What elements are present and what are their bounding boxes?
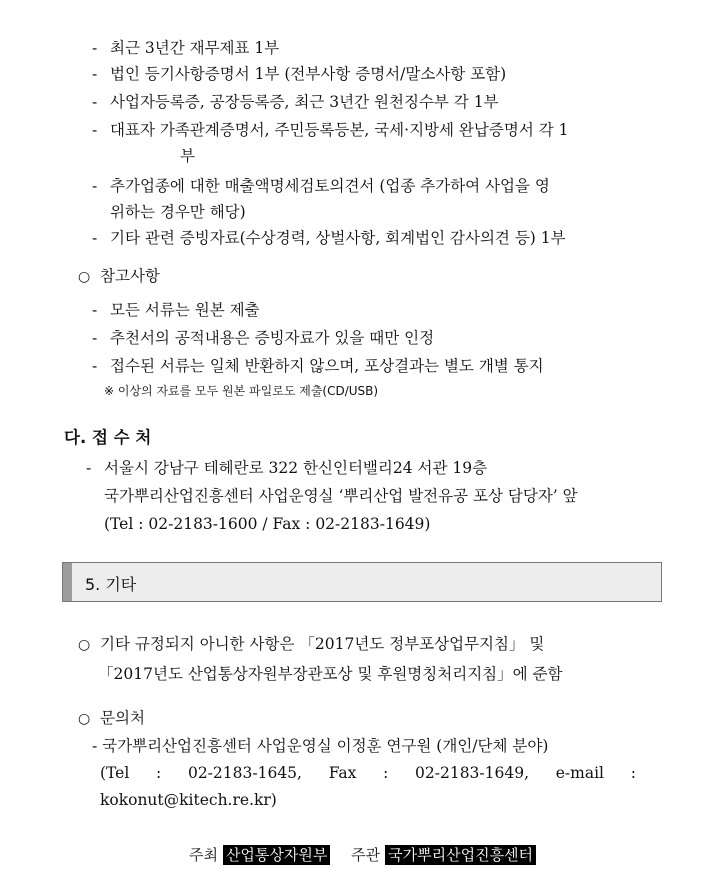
requirement-item bbox=[92, 92, 499, 112]
reference-item: - 모든 서류는 원본 제출 bbox=[92, 301, 260, 319]
requirement-continuation: 부 bbox=[180, 147, 195, 165]
dash-bullet: - bbox=[86, 459, 92, 477]
host-name: 산업통상자원부 bbox=[223, 845, 330, 865]
dash-bullet: - bbox=[92, 177, 98, 195]
requirement-item bbox=[92, 64, 506, 84]
reference-note: ※ 이상의 자료를 모두 원본 파일로도 제출(CD/USB) bbox=[104, 384, 379, 398]
reference-item: - 추천서의 공적내용은 증빙자료가 있을 때만 인정 bbox=[92, 329, 435, 347]
circle-bullet: ○ bbox=[78, 269, 91, 285]
inquiry-title: ○ 문의처 bbox=[78, 709, 145, 727]
dash-bullet: - bbox=[92, 65, 98, 83]
dash-bullet: - bbox=[92, 229, 98, 247]
inquiry-fax: 02-2183-1649, bbox=[415, 764, 530, 782]
reference-item: - 접수된 서류는 일체 반환하지 않으며, 포상결과는 별도 개별 통지 bbox=[92, 357, 544, 375]
requirement-text: 최근 3년간 재무제표 1부 bbox=[110, 39, 280, 57]
section-accent bbox=[63, 563, 72, 601]
circle-bullet: ○ bbox=[78, 711, 91, 727]
dash-bullet: - bbox=[92, 329, 98, 347]
circle-bullet: ○ bbox=[78, 637, 91, 653]
section-header bbox=[62, 562, 662, 602]
requirement-item bbox=[92, 38, 279, 58]
inquiry-contact-row: (Tel : 02-2183-1645, Fax : 02-2183-1649, e-mail : bbox=[100, 764, 636, 782]
dash-bullet: - bbox=[92, 39, 98, 57]
inquiry-email: kokonut@kitech.re.kr) bbox=[100, 791, 277, 809]
requirement-item bbox=[92, 120, 568, 140]
inquiry-tel: 02-2183-1645, bbox=[187, 764, 302, 782]
misc-line-continuation: 「2017년도 산업통상자원부장관포상 및 후원명칭처리지침」에 준함 bbox=[98, 665, 563, 683]
requirement-continuation: 위하는 경우만 해당) bbox=[110, 203, 246, 221]
dash-bullet: - bbox=[92, 121, 98, 139]
requirement-text: 대표자 가족관계증명서, 주민등록등본, 국세·지방세 완납증명서 각 1 bbox=[110, 121, 569, 139]
organizer-name: 국가뿌리산업진흥센터 bbox=[385, 845, 536, 865]
requirement-text: 법인 등기사항증명서 1부 (전부사항 증명서/말소사항 포함) bbox=[110, 65, 507, 83]
dash-bullet: - bbox=[92, 93, 98, 111]
misc-line: ○ 기타 규정되지 아니한 사항은 「2017년도 정부포상업무지침」 및 bbox=[78, 635, 545, 653]
organizer-label: 주관 bbox=[351, 846, 381, 864]
dash-bullet: - bbox=[92, 357, 98, 375]
reception-contact: (Tel : 02-2183-1600 / Fax : 02-2183-1649) bbox=[104, 515, 431, 533]
inquiry-line: - 국가뿌리산업진흥센터 사업운영실 이정훈 연구원 (개인/단체 분야) bbox=[92, 737, 549, 755]
footer bbox=[0, 844, 720, 865]
reception-office: 국가뿌리산업진흥센터 사업운영실 ‘뿌리산업 발전유공 포상 담당자’ 앞 bbox=[104, 487, 578, 505]
dash-bullet: - bbox=[92, 301, 98, 319]
requirement-text: 추가업종에 대한 매출액명세검토의견서 (업종 추가하여 사업을 영 bbox=[110, 177, 550, 195]
section-title: 5. 기타 bbox=[85, 575, 137, 594]
requirement-item bbox=[92, 176, 550, 196]
requirement-text: 사업자등록증, 공장등록증, 최근 3년간 원천징수부 각 1부 bbox=[110, 93, 499, 111]
reception-address: - 서울시 강남구 테헤란로 322 한신인터밸리24 서관 19층 bbox=[86, 459, 488, 477]
reception-heading: 다. 접 수 처 bbox=[64, 428, 152, 447]
requirement-text: 기타 관련 증빙자료(수상경력, 상벌사항, 회계법인 감사의견 등) 1부 bbox=[110, 229, 566, 247]
requirement-item bbox=[92, 228, 566, 248]
reference-title: ○ 참고사항 bbox=[78, 267, 160, 285]
host-label: 주최 bbox=[188, 846, 218, 864]
